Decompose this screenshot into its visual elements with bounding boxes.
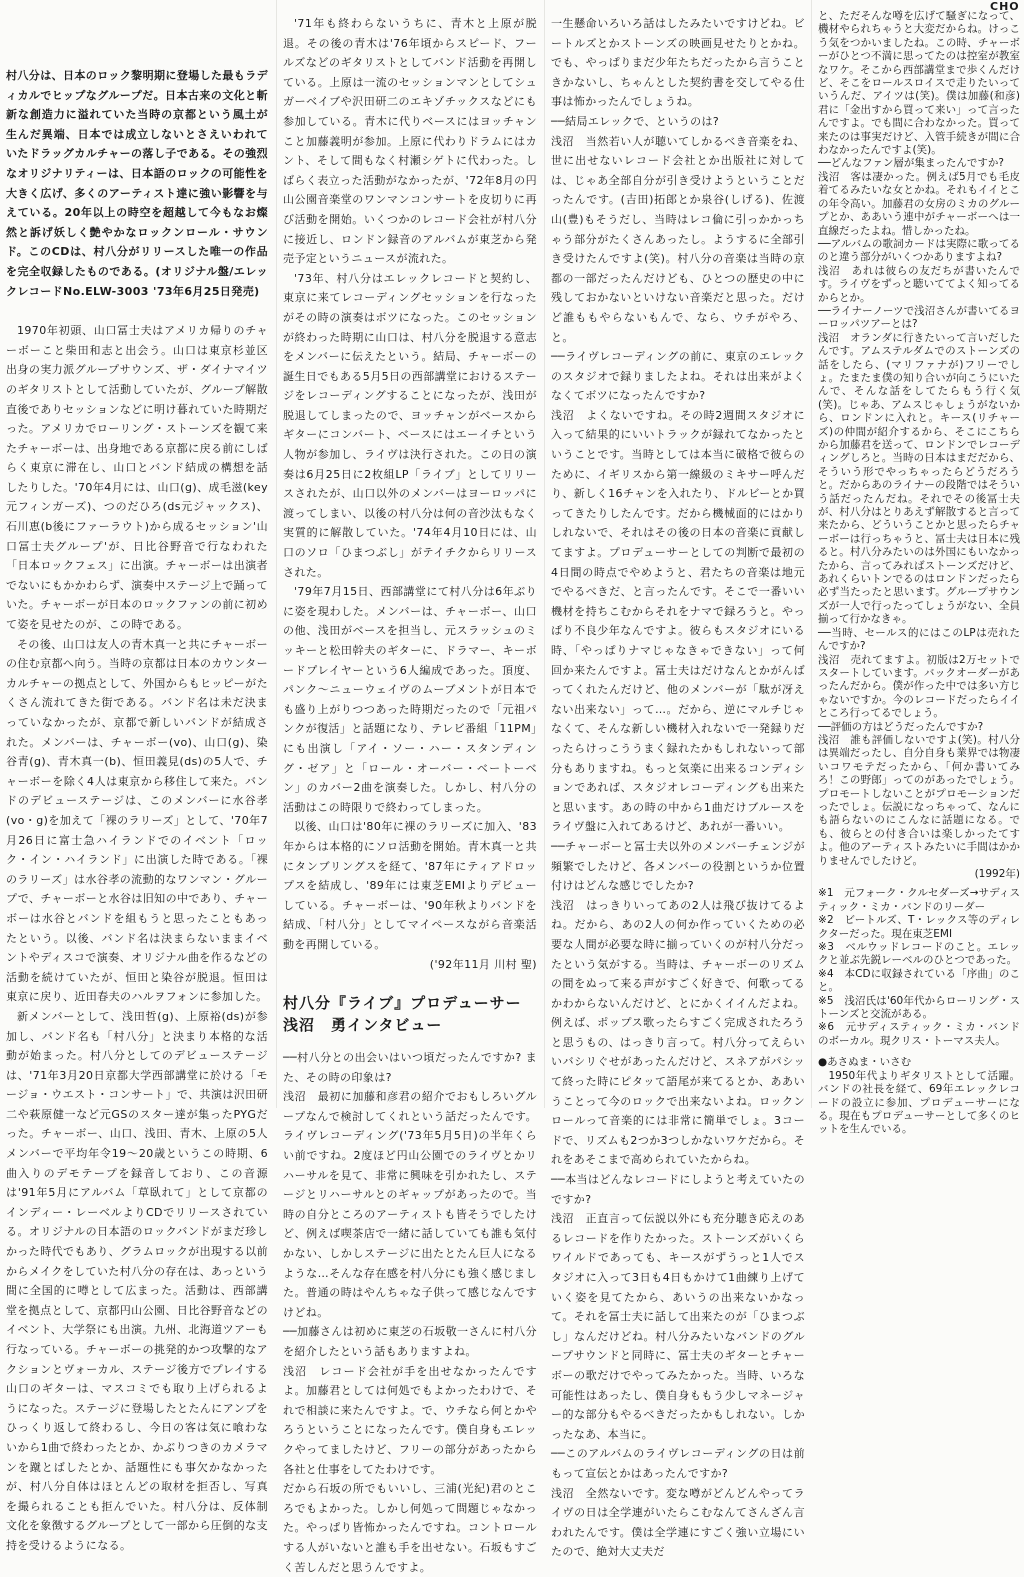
- footnote: ※6 元サディスティック・ミカ・バンドのボーカル。現クリス・トーマス夫人。: [818, 1021, 1020, 1047]
- footnote: ※2 ビートルズ、T・レックス等のディレクターだった。現在東芝EMI: [818, 914, 1020, 940]
- fold-line: [544, 0, 545, 1108]
- interview-question: ──チャーボーと冨士夫以外のメンバーチェンジが頻繁でしたけど、各メンバーの役割というか位置付けはどんな感じでしたか?: [551, 839, 805, 893]
- history-paragraph: 新メンバーとして、浅田哲(g)、上原裕(ds)が参加し、バンド名も「村八分」と決まり本格的な活動が始まった。村八分としてのデビューステージは、'71年3月20日京都大学西部講堂に於ける「モージョ・ウエスト・コンサート」で、共演は沢田研二や萩原健一など元GSのスター達が集ったPYGだった。チャーボー、山口、浅田、青木、上原の5人メンバーで平均年令19〜20歳というこの時期、6曲入りのデモテープを録音しており、この音源は'91年5月にアルバム「草臥れて」として京都のインディー・レーベルよりCDでリリースされている。オリジナルの日本語のロックバンドがまだ珍しかった時代でもあり、グラムロックが出現する以前からメイクをしていた村八分の存在は、あっという間に全国的に噂として広まった。活動は、西部講堂を拠点として、京都円山公園、日比谷野音などのイベント、大学祭にも出演。九州、北海道ツアーも行なっている。チャーボーの挑発的かつ攻撃的なアクションとヴォーカル、ステージ後方でプレイする山口のギターは、マスコミでも取り上げられるようになった。ステージに登場したとたんにアンプをひっくり返して終わるし、今日の客は気に喰わないから1曲で終わったとか、かぶりつきのカメラマンを蹴とばしたとか、話題性にも事欠かなかったが、村八分自体はほとんどの取材を拒否し、写真を撮られることも拒んでいた。村八分は、反体制文化を象徴するグループとして一部から圧倒的な支持を受けるようになる。: [6, 1009, 268, 1552]
- interview-answer: 浅沼 よくないですね。その時2週間スタジオに入って結果的にいいトラックが録れてなかったということです。当時としては本当に破格で彼らのために、イギリスから第一線級のミキサー呼んだり、新しく16チャンを入れたり、ドルビーとか買ってきたりしたんです。だから機械面的にはかりしれないで、それはその後の日本の音楽に貢献してますよ。プロデューサーとしての判断で最初の4日間の時点でやめようと、君たちの音楽は地元でやるべきだ、と言ったんです。そこで一番いい機材を持ちこむからそれをナマで録ろうと。やっぱり不良少年なんですよ。彼らもスタジオにいる時、「やっぱりナマじゃなきゃできない」って何回か来たんですよ。冨士夫はだけなんとかがんばってくれたんだけど、他のメンバーが「駄が冴えない出来ない」って…。だから、逆にマルチじゃなくて、そんな新しい機材入れないで一発録りだったらけっこううまく録れたかもしれないって部分もありますね。もっと気楽に出来るコンディションであれば、スタジオレコーディングも出来たと思います。あの時の中から1曲だけブルースをライヴ盤に入れてあるけど、あれが一番いい。: [551, 408, 805, 834]
- footnote: ※3 ベルウッドレコードのこと。エレックと並ぶ先鋭レーベルのひとつであった。: [818, 941, 1020, 967]
- history-paragraph: 以後、山口は'80年に裸のラリーズに加入、'83年からは本格的にソロ活動を開始。青木真一と共にタンブリングスを経て、'87年にティアドロップスを結成し、'89年には東芝EMIよりデビューしている。チャーボーは、'90年秋よりバンドを結成、「村八分」としてマイペースながら音楽活動を再開している。: [283, 820, 537, 951]
- interview-question: ──アルバムの歌詞カードは実際に歌ってるのと違う部分がいくつかありますよね?: [818, 237, 1020, 264]
- footnote: ※1 元フォーク・クルセダーズ→サディスティック・ミカ・バンドのリーダー: [818, 887, 1020, 913]
- interview-question: ──ライヴレコーディングの前に、東京のエレックのスタジオで録りましたよね。それは出来がよくなくてボツになったんですか?: [551, 350, 805, 403]
- history-paragraph: '73年、村八分はエレックレコードと契約し、東京に来てレコーディングセッションを行なったがその時の演奏はボツになった。このセッションが終わった時期に山口は、村八分を脱退する意志をメンバーに伝えたという。結局、チャーボーの誕生日でもある5月5日の西部講堂におけるステージをレコーディングすることになったが、浅田が脱退してしまったので、ヨッチャンがベースからギターにコンバート、ベースにはエーイチという人物が参加し、ライヴは決行された。この日の演奏は6月25日に2枚組LP「ライブ」としてリリースされたが、山口以外のメンバーはヨーロッパに渡ってしまい、以後の村八分は何の音沙汰もなく実質的に解散していた。'74年4月10日には、山口のソロ「ひまつぶし」がテイチクからリリースされた。: [283, 271, 537, 579]
- interview-answer: 浅沼 当然若い人が聴いてしかるべき音楽をね、世に出せないレコード会社とか出版社に対しては、じゃあ全部自分が引き受けようということだったんです。(吉田)拓郎とか泉谷(しげる)、佐渡山(豊)もそうだし、当時はレコ倫に引っかかっちゃう部分がたくさんあったし。ようするに全部引き受けたんですよ(笑)。村八分の音楽は当時の京都の一部だったんだけども、ひとつの歴史の中に残しておかないといけない音楽だと思った。だけど誰ももやらないもんで、なら、ウチがやろ、と。: [551, 134, 805, 344]
- interview-answer: 浅沼 客は凄かった。例えば5月でも毛皮着てるみたいな女とかね。それもイイとこの年令高い。加藤君の女房のミカのグループとか、ああいう連中がチャーボーへは一直線だったよね。惜しかったね。: [818, 170, 1020, 237]
- interview-question: ──評価の方はどうだったんですか?: [818, 720, 984, 733]
- footnote: ※5 浅沼氏は'60年代からローリング・ストーンズと交流がある。: [818, 994, 1020, 1021]
- interview-title: 村八分『ライブ』プロデューサー: [283, 994, 522, 1013]
- interview-answer: と、ただそんな噂を広げて騒ぎになって、機材やられちゃうと大変だからね。けっこう気をつかいましたね。この時、チャーボーがひとつ不満に思ってたのは控室が教室なワケ。そこから西部講堂まで歩くんだけど、そこをロールスロイスで走りたいっていうんだ、アイツは(笑)。僕は加藤(和彦)君に「金出すから買って来い」って言ったんですよ。でも間に合わなかった。買って来たのは事実だけど、入管手続きが間に合わなかったんですよ(笑)。: [818, 10, 1020, 157]
- interview-answer: 浅沼 オランダに行きたいって言いだしたんです。アムステルダムでのストーンズの話をしたら、(マリファナが)フリーでしょ。たまたま僕の知り合いが向こうにいたんで、そんな話をしてたらもう行く気(笑)。じゃあ、アムスじゃしょうがないから、ロンドンに入れと。キース(リチャーズ)の仲間が紹介するから、そこにこちらから加藤君を送って、ロンドンでレコーディングしろと。当時の日本はまだだから、そういう形でやっちゃったらどうだろうと。だからあのライナーの段階ではそういう話だったんだね。それでその後冨士夫が、村八分はとりあえず解散すると言って来たから、どういうことかと思ったらチャーボーは行っちゃうと、冨士夫は日本に残ると。村八分みたいのは外国にもいなかったから、言ってみればストーンズだけど、あれくらいトンでるのはロンドンだったら必ず当たったと思います。グループサウンズが一人で行ったってしょうがない、全員揃って行かなきゃ。: [818, 331, 1020, 626]
- column-4: [818, 10, 1020, 1137]
- profile-text: 1950年代よりギタリストとして活躍。バンドの社長を経て、69年エレックレコードの設立に参加、プロデューサーになる。現在もプロデューサーとして多くのヒットを生んでいる。: [818, 1069, 1020, 1136]
- interview-answer: 一生懸命いろいろ話はしたみたいですけどね。ビートルズとかストーンズの映画見せたりとかね。でも、やっぱりまだ少年たちだったから言うこときかないし、ちゃんとした契約書を交してやる仕事は怖かったんでしょうね。: [551, 17, 805, 109]
- interview-answer: 浅沼 正直言って伝説以外にも充分聴き応えのあるレコードを作りたかった。ストーンズがいくらワイルドであっても、キースがずうっと1人でスタジオに入って3日も4日もかけて1曲練り上げていく姿を見てたから、あいうの出来ないかなって。それを冨士夫に話して出来たのが「ひまつぶし」なんだけどね。村八分みたいなバンドのグループサウンドと同時に、冨士夫のギターとチャーボーの歌だけでやってみたかった。当時、いろな可能性はあったし、僕自身ももう少しマネージャー的な部分もやるべきだったかもしれない。しかったなあ、本当に。: [551, 1212, 805, 1441]
- interview-question: ──当時、セールス的にはこのLPは売れたんですか?: [818, 626, 1020, 653]
- interview-answer: 浅沼 はっきりいってあの2人は飛び抜けてるよね。だから、あの2人の何か作っていくための必要な人間が必要な時に揃っていくのが村八分だったという気がする。当時は、チャーボーのリズムの間をぬって来る声がすごく好きで、何歌ってるかわからないんだけど、とにかくイイんだよね。例えば、ポップス歌ったらすごく完成されたろうと思うもの、はっきり言って。村八分ってえらいいバシリぐせがあったんだけど、スネアがパシッて終った時にピタッて語尾が来てるとか、ああいうことって今のロックで出来ないよね。ロックンロールって音楽的には非常に簡単でしょ。3コードで、リズムも2つか3つしかないワケだから。それをあそこまで高められていたからね。: [551, 898, 805, 1167]
- column-2: [283, 14, 537, 1577]
- interview-answer: 浅沼 売れてますよ。初版は2万セットでスタートしています。バックオーダーがあったんだから。僕が作った中では多い方じゃないですか。今のレコードだったらイイところ行ってるでしょう。: [818, 653, 1020, 720]
- corner-label: CHO: [990, 0, 1020, 13]
- interview-answer: 浅沼 誰も評価しないですよ(笑)。村八分は異端だったし、自分自身も業界では物凄いコワモテだったから、「何か書いてみろ！この野郎」ってのがあったでしょう。プロモートしないことがプロモーションだったでしょ。伝説になっちゃって、なんにも語らないのにこんなに話題になる。でも、彼らとの付き合いは楽しかったてすよ。他のアーティストみたいに手間はかかりませんでしたけど。: [818, 733, 1020, 867]
- interview-question: ──どんなファン層が集まったんですか?: [818, 157, 1005, 170]
- profile: [818, 1056, 1020, 1136]
- interview-heading: [283, 992, 537, 1036]
- interview-question: ──村八分との出会いはいつ頃だったんですか? また、その時の印象は?: [283, 1051, 537, 1084]
- interview-subtitle: 浅沼 勇インタビュー: [283, 1016, 443, 1035]
- intro-paragraph: 村八分は、日本のロック黎明期に登場した最もラディカルでヒップなグループだ。日本古来の文化と斬新な創造力に溢れていた当時の京都という風土が生んだ異端、日本では成立しないとさえいわれていたドラッグカルチャーの落し子である。その強烈なオリジナリティーは、日本語のロックの可能性を大きく広げ、多くのアーティスト達に強い影響を与えている。20年以上の時空を超越して今もなお燦然と訴げ妖しく艶やかなロックンロール・サウンド。このCDは、村八分がリリースした唯一の作品を完全収録したものである。(オリジナル盤/エレックレコードNo.ELW-3003 '73年6月25日発売): [6, 69, 268, 298]
- interview-answer: だから石坂の所でもいいし、三浦(光紀)君のところでもよかった。しかし何処って問題じゃなかった。やっぱり皆怖かったんですね。コントロールする人がいないと誰も手を出せない。石坂もすごく苦しんだと思うんですよ。: [283, 1482, 537, 1574]
- history-paragraph: '79年7月15日、西部講堂にて村八分は6年ぶりに姿を現わした。メンバーは、チャーボー、山口の他、浅田がベースを担当し、元スラッシュのミッキーと松田幹夫のギターに、ドラマー、キーボードプレイヤーという6人編成であった。頂度、パンク〜ニューウェイヴのムーブメントが日本でも盛り上がりつつあった時期だったので「元祖パンクが復活」と話題になり、テレビ番組「11PM」にも出演し「アイ・ソー・ハー・スタンディング・ゼア」と「ロール・オーバー・ベートーベン」のカバー2曲を演奏した。しかし、村八分の活動はこの時限りで終わってしまった。: [283, 585, 537, 814]
- fold-line: [276, 0, 277, 1108]
- interview-credit: (1992年): [974, 868, 1020, 880]
- interview-question: ──加藤さんは初めに東芝の石坂敬一さんに村八分を紹介したという話もありますよね。: [283, 1325, 537, 1358]
- footnote: ※4 本CDに収録されている「序曲」のこと。: [818, 967, 1020, 994]
- column-1-history: [6, 66, 268, 1556]
- profile-name: ●あさぬま・いさむ: [818, 1056, 912, 1069]
- fold-line: [811, 0, 812, 1108]
- interview-answer: 浅沼 レコード会社が手を出せなかったんですよ。加藤君としては何処でもよかったわけで、それで相談に来たんですよ。で、ウチなら何とかやろうということになったんです。僕自身もエレックやってましたけど、フリーの部分があったから各社と仕事をしてたわけです。: [283, 1364, 537, 1476]
- history-paragraph: その後、山口は友人の青木真一と共にチャーボーの住む京都へ向う。当時の京都は日本のカウンターカルチャーの拠点として、外国からもヒッピーがたくさん流れてきた街である。バンド名は未だ決まっていなかったが、京都で新しいバンドが結成された。メンバーは、チャーボー(vo)、山口(g)、染谷青(g)、青木真一(b)、恒田義見(ds)の5人で、チャーボーを除く4人は東京から移住して来た。バンドのデビューステージは、このメンバーに水谷孝(vo・g)を加えて「裸のラリーズ」として、'70年7月26日に富士急ハイランドでのイベント「ロック・イン・ハイランド」に出演した時である。「裸のラリーズ」は水谷孝の流動的なワンマン・グループで、チャーボーと水谷は旧知の中であり、チャーボーは水谷とバンドを組もうと思ったこともあったという。以後、バンド名は決まらないままイベントやディスコで演奏、オリジナル曲を作るなどの活動を続けていたが、恒田と染谷が脱退。恒田は東京に戻り、近田春夫のハルヲフォンに参加した。: [6, 637, 268, 1004]
- interview-question: ──本当はどんなレコードにしようと考えていたのですか?: [551, 1173, 805, 1206]
- interview-question: ──このアルバムのライヴレコーディングの日は前もって宣伝とかはあったんですか?: [551, 1447, 805, 1480]
- history-paragraph: 1970年初頭、山口冨士夫はアメリカ帰りのチャーボーこと柴田和志と出会う。山口は東京杉並区出身の実力派グループサウンズ、ザ・ダイナマイツのギタリストとして活動していたが、グループ解散直後でありセッションなどに明け暮れていた時期だった。アメリカでローリング・ストーンズを観て来たチャーボーは、出身地である京都に戻る前にしばらく東京に滞在し、山口とバンド結成の構想を話したりした。'70年4月には、山口(g)、成毛滋(key元フィンガーズ)、つのだひろ(ds元ジャックス)、石川恵(b後にファーラウト)から成るセッション'山口冨士夫グループ'が、日比谷野音で行なわれた「日本ロックフェス」に出演。チャーボーは出演者でないにもかかわらず、演奏中ステージ上で踊っていた。チャーボーが日本のロックファンの前に初めて姿を見せたのが、この時である。: [6, 324, 268, 632]
- interview-question: ──結局エレックで、というのは?: [551, 114, 720, 128]
- footnotes: [818, 887, 1020, 1048]
- interview-answer: 浅沼 最初に加藤和彦君の紹介でおもしろいグループなんで検討してくれという話だったんです。ライヴレコーディング('73年5月5日)の半年くらい前ですね。2度ほど円山公園でのライヴとかリハーサルを見て、非常に興味を引かれたし、ステージとリハーサルとのギャップがあったので。当時の自分ところのアーティストも皆そうでしたけど、例えば喫茶店で一緒に話していても誰も気付かない、しかしステージに出たとたん巨人になるような…そんな存在感を村八分にも強く感じました。普通の時はやんちゃな子供って感じなんですけどね。: [283, 1090, 537, 1319]
- interview-question: ──ライナーノーツで浅沼さんが書いてるヨーロッパツアーとは?: [818, 304, 1020, 331]
- interview-answer: 浅沼 あれは彼らの友だちが書いたんです。ライヴをずっと聴いててよく知ってるからとか。: [818, 264, 1020, 304]
- interview-answer: 浅沼 全然ないです。変な噂がどんどんやってライヴの日は全学連がいたらこむなんてさんざん言われたんです。僕は全学連にすごく強い立場にいたので、絶対大丈夫だ: [551, 1486, 805, 1559]
- history-paragraph: '71年も終わらないうちに、青木と上原が脱退。その後の青木は'76年頃からスピード、フールズなどのギタリストとしてバンド活動を再開している。上原は一流のセッションマンとしてシュガーベイブや沢田研二のエキゾチックスなどにも参加している。青木に代りベースにはヨッチャンこと加藤義明が参加。上原に代わりドラムにはカント、そして間もなく村瀬シゲトに代わった。しばらく表立った活動がなかったが、'72年8月の円山公園音楽堂のワンマンコンサートを皮切りに再び活動を開始。いくつかのレコード会社が村八分に接近し、ロンドン録音のアルバムが東芝から発売予定というニュースが流れた。: [283, 17, 537, 266]
- author-credit: ('92年11月 川村 聖): [429, 957, 537, 971]
- column-3: [551, 14, 805, 1562]
